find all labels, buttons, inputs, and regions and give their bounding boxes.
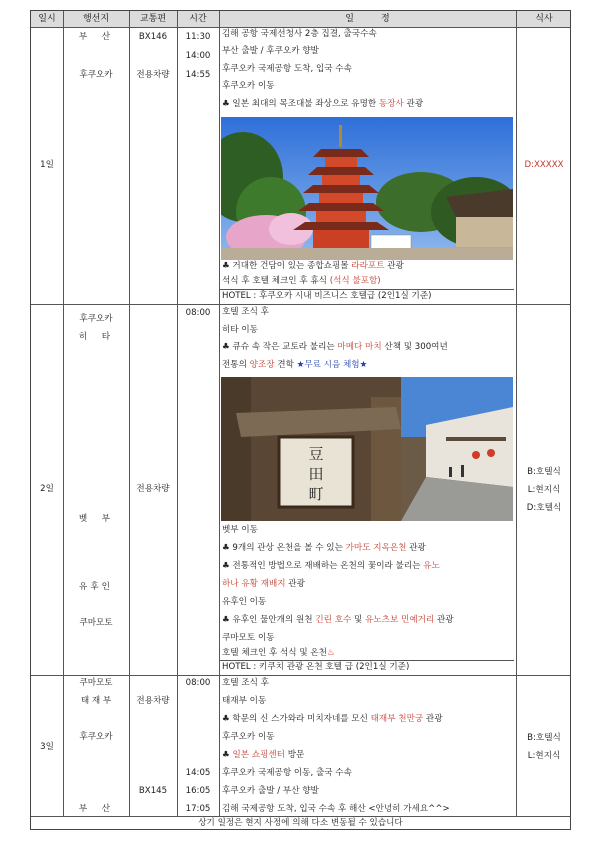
schedule-line: 후쿠오카 국제공항 도착, 입국 수속 <box>222 64 352 74</box>
day2-time: 08:00 <box>185 308 211 318</box>
schedule-line: ♣ 학문의 신 스가와라 미치자네를 모신 태재부 천만궁 관광 <box>222 714 443 724</box>
day3-time: 08:00 <box>185 678 211 688</box>
schedule-line: 호텔 조식 후 <box>222 678 269 688</box>
divider <box>31 304 570 305</box>
schedule-line: 후쿠오카 국제공항 이동, 출국 수속 <box>222 768 352 778</box>
sign-char: 豆 <box>308 445 324 463</box>
schedule-line: 부산 출발 / 후쿠오카 향발 <box>222 46 319 56</box>
schedule-line: 호텔 체크인 후 석식 및 온천♨ <box>222 648 335 658</box>
header-day: 일시 <box>38 14 56 24</box>
schedule-line: 김해 국제공항 도착, 입국 수속 후 해산 <안녕히 가세요^^> <box>222 804 450 814</box>
day3-time: 16:05 <box>185 786 211 796</box>
day3-time: 17:05 <box>185 804 211 814</box>
footer-note: 상기 일정은 현지 사정에 의해 다소 변동될 수 있습니다 <box>31 816 570 829</box>
day3-meal: B:호텔식 <box>527 733 561 743</box>
day3-transport: BX145 <box>138 786 168 796</box>
header-schedule: 일 정 <box>345 14 390 24</box>
divider <box>219 289 514 290</box>
divider <box>177 11 178 817</box>
header-transport: 교통편 <box>139 14 167 24</box>
street-illustration <box>221 377 513 521</box>
pagoda-photo <box>221 117 513 260</box>
pagoda-illustration <box>221 117 513 260</box>
day2-place: 유후인 <box>79 582 113 592</box>
schedule-line: 호텔 조식 후 <box>222 307 269 317</box>
day1-transport: BX146 <box>138 32 168 42</box>
day1-label: 1일 <box>40 160 54 170</box>
divider <box>219 11 220 817</box>
day1-meal: D:XXXXX <box>524 160 564 170</box>
header-place: 행선지 <box>82 14 110 24</box>
day2-meal: L:현지식 <box>527 485 561 495</box>
divider <box>219 660 514 661</box>
schedule-line: 유후인 이동 <box>222 597 267 607</box>
schedule-line: 후쿠오카 이동 <box>222 732 275 742</box>
itinerary-table <box>30 10 571 830</box>
day3-place: 부 산 <box>78 804 114 814</box>
day3-place: 후쿠오카 <box>79 732 113 742</box>
mameda-street-photo <box>221 377 513 521</box>
schedule-line: ♣ 거대한 건담이 있는 종합쇼핑몰 라라포트 관광 <box>222 261 404 271</box>
day1-place: 후쿠오카 <box>79 70 113 80</box>
day1-transport: 전용차량 <box>136 70 170 80</box>
schedule-line: 전통의 양조장 견학 ★무료 시음 체험★ <box>222 360 368 370</box>
day3-transport: 전용차량 <box>136 696 170 706</box>
schedule-line: 히타 이동 <box>222 325 258 335</box>
schedule-line: 쿠마모토 이동 <box>222 633 275 643</box>
sign-char: 町 <box>308 485 324 503</box>
schedule-line: ♣ 유후인 물안개의 원천 긴린 호수 및 유노츠보 민예거리 관광 <box>222 615 454 625</box>
hotel-line: HOTEL : 후쿠오카 시내 비즈니스 호텔급 (2인1실 기준) <box>222 291 432 301</box>
schedule-line: 하나 유황 재배지 관광 <box>222 579 305 589</box>
day3-place: 태 재 부 <box>80 696 112 706</box>
schedule-line: 후쿠오카 출발 / 부산 향발 <box>222 786 319 796</box>
day2-place: 벳 부 <box>78 514 114 524</box>
day3-meal: L:현지식 <box>527 751 561 761</box>
day3-label: 3일 <box>40 742 54 752</box>
day3-time: 14:05 <box>185 768 211 778</box>
hotel-line: HOTEL : 키쿠치 관광 온천 호텔 급 (2인1실 기준) <box>222 662 410 672</box>
schedule-line: 태재부 이동 <box>222 696 267 706</box>
header-meal: 식사 <box>535 14 553 24</box>
schedule-line: ♣ 전통적인 방법으로 재배하는 온천의 꽃이라 불리는 유노 <box>222 561 440 571</box>
divider <box>516 11 517 817</box>
schedule-line: ♣ 9개의 관상 온천을 볼 수 있는 가마도 지옥온천 관광 <box>222 543 426 553</box>
day2-transport: 전용차량 <box>136 484 170 494</box>
day2-place: 히 타 <box>78 332 114 342</box>
sign-char: 田 <box>308 465 324 483</box>
schedule-line: 후쿠오카 이동 <box>222 81 275 91</box>
day1-time: 14:55 <box>185 70 211 80</box>
schedule-line: ♣ 일본 쇼핑센터 방문 <box>222 750 305 760</box>
schedule-line: 석식 후 호텔 체크인 후 휴식 (석식 불포함) <box>222 276 381 286</box>
day1-place: 부 산 <box>78 32 114 42</box>
schedule-line: ♣ 일본 최대의 목조대불 좌상으로 유명한 동장사 관광 <box>222 99 424 109</box>
day2-label: 2일 <box>40 484 54 494</box>
header-time: 시간 <box>189 14 207 24</box>
divider <box>31 675 570 676</box>
day2-meal: B:호텔식 <box>527 467 561 477</box>
day2-place: 후쿠오카 <box>79 314 113 324</box>
schedule-line: 김해 공항 국제선청사 2층 집결, 출국수속 <box>222 29 377 39</box>
day3-place: 쿠마모토 <box>79 678 113 688</box>
day2-meal: D:호텔식 <box>526 503 562 513</box>
day1-time: 11:30 <box>185 32 211 42</box>
schedule-line: 벳부 이동 <box>222 525 258 535</box>
schedule-line: ♣ 큐슈 속 작은 교토라 불리는 마메다 마치 산책 및 300여년 <box>222 342 448 352</box>
day1-time: 14:00 <box>185 51 211 61</box>
day2-place: 쿠마모토 <box>79 618 113 628</box>
